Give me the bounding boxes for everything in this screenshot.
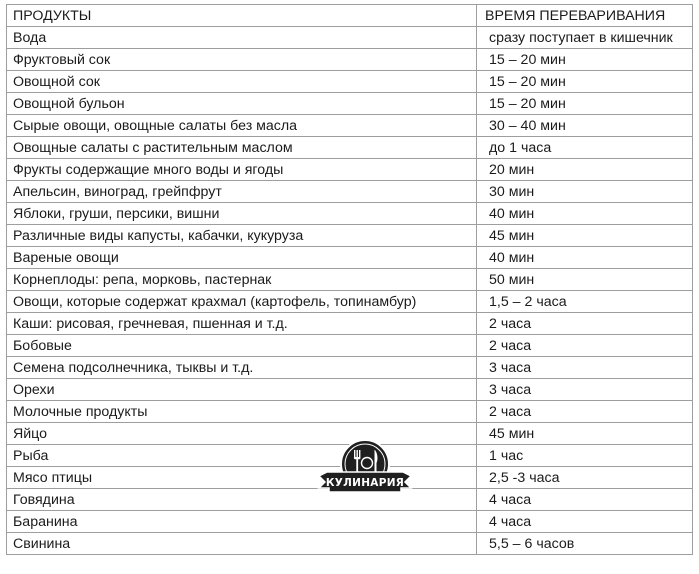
table-row <box>7 159 693 181</box>
digestion-time-cell: 40 мин <box>477 203 693 225</box>
digestion-time-cell: 45 мин <box>477 423 693 445</box>
table-row <box>7 533 693 555</box>
digestion-time-cell: 15 – 20 мин <box>477 49 693 71</box>
table-row <box>7 401 693 423</box>
product-cell: Молочные продукты <box>7 401 477 423</box>
table-row <box>7 511 693 533</box>
product-cell: Семена подсолнечника, тыквы и т.д. <box>7 357 477 379</box>
product-cell: Корнеплоды: репа, морковь, пастернак <box>7 269 477 291</box>
product-cell: Рыба <box>7 445 477 467</box>
table-row <box>7 269 693 291</box>
logo-text: КУЛИНАРИЯ <box>325 477 405 489</box>
product-cell: Апельсин, виноград, грейпфрут <box>7 181 477 203</box>
digestion-time-cell: 2 часа <box>477 401 693 423</box>
product-cell: Овощные салаты с растительным маслом <box>7 137 477 159</box>
table-row <box>7 115 693 137</box>
table-row <box>7 247 693 269</box>
table-row <box>7 93 693 115</box>
table-row <box>7 203 693 225</box>
product-cell: Фрукты содержащие много воды и ягоды <box>7 159 477 181</box>
product-cell: Овощной сок <box>7 71 477 93</box>
digestion-time-cell: 2 часа <box>477 313 693 335</box>
product-cell: Овощной бульон <box>7 93 477 115</box>
product-cell: Говядина <box>7 489 477 511</box>
product-cell: Каши: рисовая, гречневая, пшенная и т.д. <box>7 313 477 335</box>
digestion-time-cell: 4 часа <box>477 511 693 533</box>
header-products: ПРОДУКТЫ <box>7 5 477 27</box>
table-row <box>7 181 693 203</box>
product-cell: Яблоки, груши, персики, вишни <box>7 203 477 225</box>
digestion-time-cell: 50 мин <box>477 269 693 291</box>
digestion-time-cell: до 1 часа <box>477 137 693 159</box>
digestion-time-cell: 30 мин <box>477 181 693 203</box>
table-header-row <box>7 5 693 27</box>
digestion-time-cell: 15 – 20 мин <box>477 93 693 115</box>
digestion-time-cell: 40 мин <box>477 247 693 269</box>
kulinariya-logo <box>317 436 413 502</box>
product-cell: Овощи, которые содержат крахмал (картофель, топинамбур) <box>7 291 477 313</box>
product-cell: Фруктовый сок <box>7 49 477 71</box>
digestion-time-cell: 15 – 20 мин <box>477 71 693 93</box>
digestion-time-cell: 45 мин <box>477 225 693 247</box>
digestion-time-cell: 3 часа <box>477 379 693 401</box>
digestion-time-cell: сразу поступает в кишечник <box>477 27 693 49</box>
digestion-time-cell: 30 – 40 мин <box>477 115 693 137</box>
digestion-time-cell: 4 часа <box>477 489 693 511</box>
header-digestion-time: ВРЕМЯ ПЕРЕВАРИВАНИЯ <box>477 5 693 27</box>
digestion-time-cell: 1,5 – 2 часа <box>477 291 693 313</box>
digestion-time-cell: 2,5 -3 часа <box>477 467 693 489</box>
table-row <box>7 335 693 357</box>
table-row <box>7 357 693 379</box>
digestion-time-cell: 5,5 – 6 часов <box>477 533 693 555</box>
product-cell: Свинина <box>7 533 477 555</box>
product-cell: Орехи <box>7 379 477 401</box>
product-cell: Баранина <box>7 511 477 533</box>
table-row <box>7 137 693 159</box>
table-row <box>7 71 693 93</box>
product-cell: Сырые овощи, овощные салаты без масла <box>7 115 477 137</box>
product-cell: Яйцо <box>7 423 477 445</box>
table-row <box>7 313 693 335</box>
product-cell: Вода <box>7 27 477 49</box>
table-row <box>7 49 693 71</box>
product-cell: Вареные овощи <box>7 247 477 269</box>
table-row <box>7 379 693 401</box>
digestion-time-cell: 2 часа <box>477 335 693 357</box>
digestion-time-cell: 3 часа <box>477 357 693 379</box>
table-row <box>7 225 693 247</box>
table-row <box>7 27 693 49</box>
table-row <box>7 291 693 313</box>
product-cell: Мясо птицы <box>7 467 477 489</box>
digestion-time-cell: 20 мин <box>477 159 693 181</box>
digestion-time-cell: 1 час <box>477 445 693 467</box>
product-cell: Бобовые <box>7 335 477 357</box>
product-cell: Различные виды капусты, кабачки, кукуруза <box>7 225 477 247</box>
